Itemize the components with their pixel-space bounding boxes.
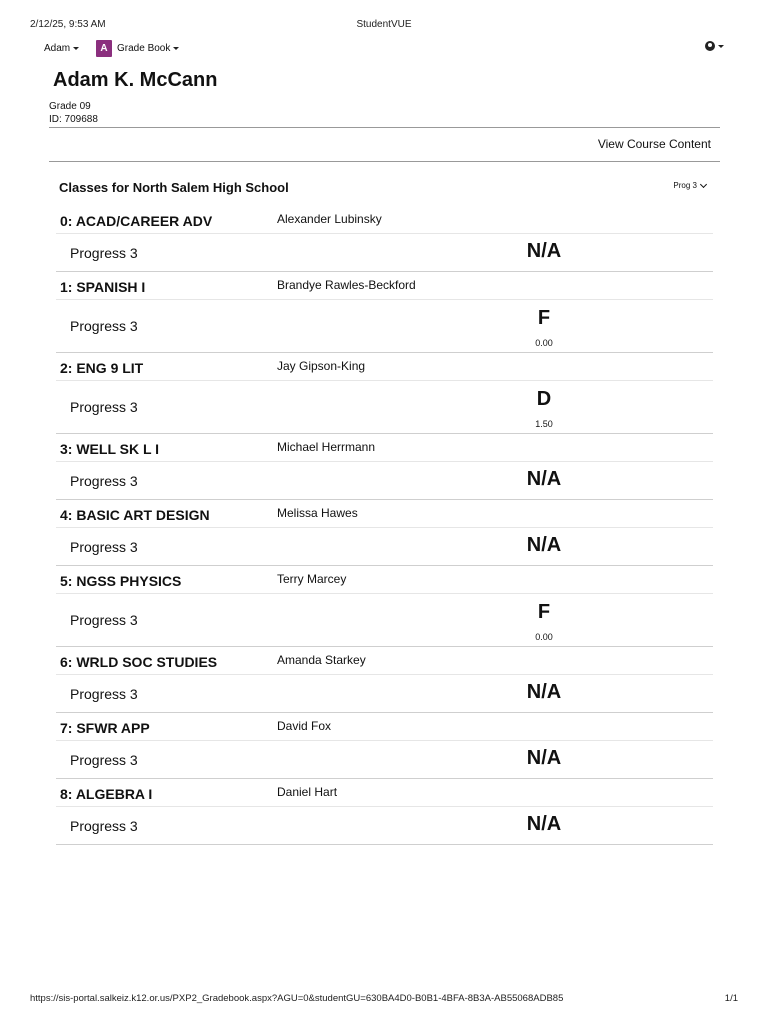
class-name-link[interactable]: 2: ENG 9 LIT xyxy=(60,360,144,376)
teacher-link[interactable]: Daniel Hart xyxy=(277,785,338,799)
grading-period-label: Progress 3 xyxy=(70,318,138,334)
chevron-down-icon xyxy=(700,180,707,187)
class-name-link[interactable]: 5: NGSS PHYSICS xyxy=(60,573,182,589)
account-menu-button[interactable] xyxy=(705,41,724,51)
gradebook-icon: A xyxy=(96,40,112,57)
grade-score: 1.50 xyxy=(535,419,553,429)
class-mark-row xyxy=(56,594,713,646)
grading-period-label: Progress 3 xyxy=(70,818,138,834)
student-id: ID: 709688 xyxy=(49,114,98,125)
class-header xyxy=(56,353,713,381)
grading-period-label: Progress 3 xyxy=(70,752,138,768)
class-mark-row xyxy=(56,675,713,712)
class-name-link[interactable]: 7: SFWR APP xyxy=(60,720,150,736)
class-name-link[interactable]: 1: SPANISH I xyxy=(60,279,146,295)
user-circle-icon xyxy=(705,41,715,51)
print-footer-url: https://sis-portal.salkeiz.k12.or.us/PXP2_Gradebook.aspx?AGU=0&studentGU=630BA4D0-B0B1-4BFA-8B3A-AB55068ADB85 xyxy=(30,993,564,1004)
class-name-link[interactable]: 6: WRLD SOC STUDIES xyxy=(60,654,218,670)
grading-period-label: Progress 3 xyxy=(70,612,138,628)
classes-section-title: Classes for North Salem High School xyxy=(59,180,289,195)
class-row xyxy=(56,566,713,647)
period-select-value: Prog 3 xyxy=(673,181,697,190)
grade-letter[interactable]: N/A xyxy=(526,468,562,490)
class-mark-row xyxy=(56,381,713,433)
caret-down-icon xyxy=(73,47,79,50)
class-name-link[interactable]: 0: ACAD/CAREER ADV xyxy=(60,213,213,229)
teacher-link[interactable]: Brandye Rawles-Beckford xyxy=(277,278,416,292)
view-course-content-link[interactable]: View Course Content xyxy=(597,137,711,151)
gradebook-menu-label: Grade Book xyxy=(117,43,171,54)
class-header xyxy=(56,566,713,594)
period-select[interactable] xyxy=(673,181,706,190)
class-row xyxy=(56,434,713,500)
teacher-link[interactable]: Melissa Hawes xyxy=(277,506,358,520)
student-name: Adam K. McCann xyxy=(53,69,218,91)
grade-letter[interactable]: N/A xyxy=(526,534,562,556)
caret-down-icon xyxy=(718,45,724,48)
grading-period-label: Progress 3 xyxy=(70,539,138,555)
user-menu-label: Adam xyxy=(44,43,71,54)
grade-letter[interactable]: F xyxy=(537,601,551,623)
divider xyxy=(49,161,720,162)
class-mark-row xyxy=(56,300,713,352)
teacher-link[interactable]: Michael Herrmann xyxy=(277,440,376,454)
class-header xyxy=(56,500,713,528)
class-row xyxy=(56,779,713,845)
grade-letter[interactable]: D xyxy=(536,388,552,410)
grading-period-label: Progress 3 xyxy=(70,686,138,702)
grade-score: 0.00 xyxy=(535,338,553,348)
teacher-link[interactable]: David Fox xyxy=(277,719,332,733)
print-header xyxy=(30,19,738,33)
class-mark-row xyxy=(56,741,713,778)
class-header xyxy=(56,272,713,300)
class-mark-row xyxy=(56,528,713,565)
grading-period-label: Progress 3 xyxy=(70,245,138,261)
print-page-number: 1/1 xyxy=(724,993,738,1004)
class-row xyxy=(56,272,713,353)
class-header xyxy=(56,434,713,462)
teacher-link[interactable]: Terry Marcey xyxy=(277,572,347,586)
top-navigation xyxy=(44,40,724,60)
teacher-link[interactable]: Amanda Starkey xyxy=(277,653,366,667)
class-row xyxy=(56,353,713,434)
class-header xyxy=(56,647,713,675)
class-name-link[interactable]: 4: BASIC ART DESIGN xyxy=(60,507,210,523)
teacher-link[interactable]: Jay Gipson-King xyxy=(277,359,366,373)
grade-score: 0.00 xyxy=(535,632,553,642)
user-menu-dropdown[interactable] xyxy=(44,43,79,54)
student-grade: Grade 09 xyxy=(49,101,91,112)
class-row xyxy=(56,206,713,272)
class-header xyxy=(56,713,713,741)
class-row xyxy=(56,500,713,566)
class-mark-row xyxy=(56,462,713,499)
class-name-link[interactable]: 3: WELL SK L I xyxy=(60,441,160,457)
print-app-title: StudentVUE xyxy=(356,19,412,30)
print-datetime: 2/12/25, 9:53 AM xyxy=(30,19,106,30)
grading-period-label: Progress 3 xyxy=(70,473,138,489)
grade-letter[interactable]: N/A xyxy=(526,747,562,769)
class-row xyxy=(56,713,713,779)
divider xyxy=(49,127,720,128)
class-name-link[interactable]: 8: ALGEBRA I xyxy=(60,786,153,802)
class-row xyxy=(56,647,713,713)
teacher-link[interactable]: Alexander Lubinsky xyxy=(277,212,382,226)
grade-letter[interactable]: N/A xyxy=(526,681,562,703)
caret-down-icon xyxy=(173,47,179,50)
class-mark-row xyxy=(56,234,713,271)
class-mark-row xyxy=(56,807,713,844)
class-header xyxy=(56,206,713,234)
class-header xyxy=(56,779,713,807)
grading-period-label: Progress 3 xyxy=(70,399,138,415)
class-list xyxy=(56,206,713,845)
grade-letter[interactable]: N/A xyxy=(526,240,562,262)
gradebook-menu-dropdown[interactable] xyxy=(96,40,179,57)
grade-letter[interactable]: F xyxy=(537,307,551,329)
grade-letter[interactable]: N/A xyxy=(526,813,562,835)
